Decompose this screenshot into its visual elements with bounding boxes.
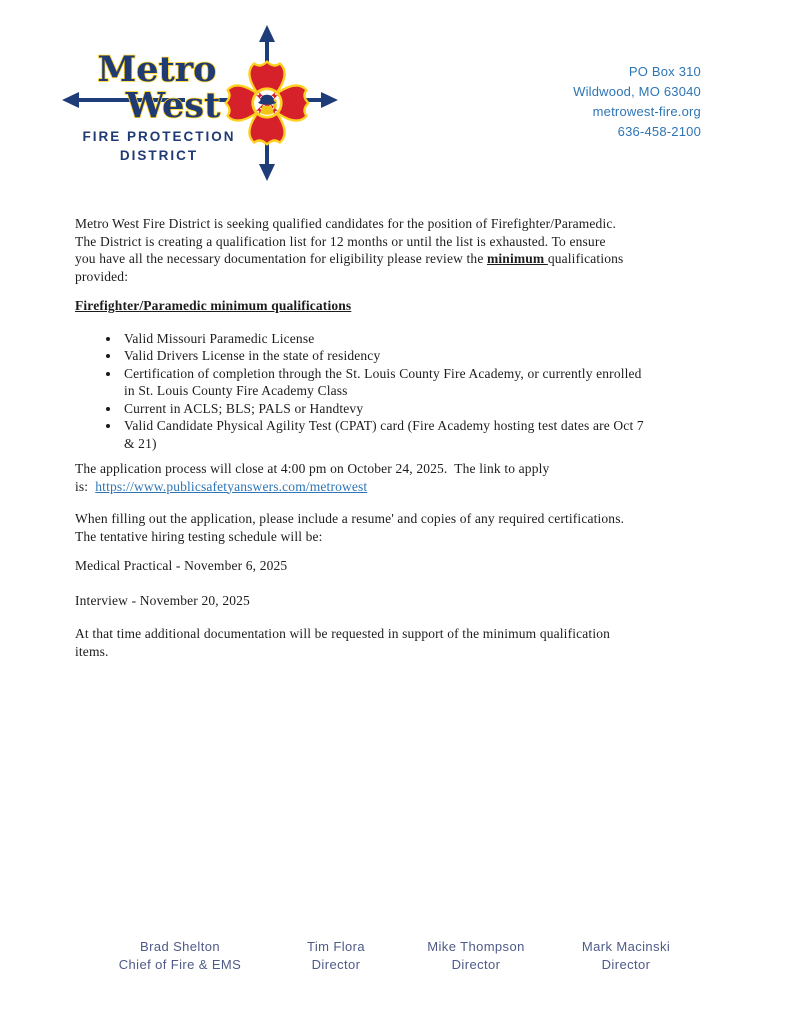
closing-paragraph: At that time additional documentation will be requested in support of the minimum qualification items. bbox=[75, 626, 611, 659]
intro-paragraph bbox=[75, 215, 735, 285]
qualification-item: • Valid Candidate Physical Agility Test (CPAT) card (Fire Academy hosting test dates are Oct 7 & 21) bbox=[121, 417, 735, 452]
letter-body bbox=[75, 215, 735, 660]
signature-name: Mark Macinski bbox=[581, 939, 671, 954]
application-paragraph: The application process will close at 4:00 pm on October 24, 2025. The link to apply is: https://www.publicsafetyanswers.com/metrowest bbox=[75, 461, 550, 494]
contact-city: Wildwood, MO 63040 bbox=[573, 84, 701, 99]
schedule-interview: Interview - November 20, 2025 bbox=[75, 592, 250, 608]
contact-phone: 636-458-2100 bbox=[617, 124, 701, 139]
intro-line: provided: bbox=[75, 268, 129, 284]
signature-mark-macinski bbox=[582, 938, 670, 974]
metro-west-logo bbox=[55, 18, 345, 188]
signature-name: Brad Shelton bbox=[140, 939, 220, 954]
maltese-cross-icon bbox=[226, 62, 309, 145]
qualification-item: • Current in ACLS; BLS; PALS or Handtevy bbox=[121, 400, 735, 418]
schedule-medical: Medical Practical - November 6, 2025 bbox=[75, 558, 288, 573]
contact-website: metrowest-fire.org bbox=[592, 104, 701, 119]
qualification-item: • Valid Missouri Paramedic License bbox=[121, 330, 735, 348]
logo-text-metro: Metro bbox=[97, 49, 217, 90]
signature-name: Mike Thompson bbox=[427, 939, 525, 954]
signature-mike-thompson bbox=[427, 938, 524, 974]
intro-line: Metro West Fire District is seeking qualified candidates for the position of Firefighter/Paramedic. bbox=[75, 216, 617, 231]
bugle-icon bbox=[260, 106, 274, 115]
signature-name: Tim Flora bbox=[306, 939, 366, 954]
signature-tim-flora bbox=[307, 938, 365, 974]
qualification-item: • Certification of completion through the St. Louis County Fire Academy, or currently enrolled in St. Louis County Fire Academy Class bbox=[121, 365, 735, 400]
qualification-item: • Valid Drivers License in the state of residency bbox=[121, 347, 735, 365]
minimum-emphasis: minimum bbox=[487, 251, 548, 266]
intro-line: you have all the necessary documentation for eligibility please review the minimum qualifications bbox=[75, 251, 624, 266]
logo-text-west: West bbox=[125, 85, 221, 126]
signature-title: Director bbox=[451, 957, 501, 972]
logo-text-district: DISTRICT bbox=[119, 148, 199, 163]
intro-line: The District is creating a qualification list for 12 months or until the list is exhausted. To ensure bbox=[75, 233, 606, 249]
logo-text-fire-protection: FIRE PROTECTION bbox=[82, 129, 236, 144]
qualifications-heading: Firefighter/Paramedic minimum qualifications bbox=[75, 298, 352, 313]
resume-paragraph: When filling out the application, please include a resume' and copies of any required certifications. The tentative hiring testing schedule will be: bbox=[75, 511, 625, 544]
signature-title: Director bbox=[601, 957, 651, 972]
signature-brad-shelton bbox=[119, 938, 241, 974]
contact-block bbox=[573, 62, 701, 142]
application-link[interactable]: https://www.publicsafetyanswers.com/metrowest bbox=[95, 478, 368, 494]
signature-title: Chief of Fire & EMS bbox=[118, 957, 242, 972]
signature-title: Director bbox=[311, 957, 361, 972]
contact-po-box: PO Box 310 bbox=[628, 64, 701, 79]
qualifications-list bbox=[75, 330, 735, 453]
